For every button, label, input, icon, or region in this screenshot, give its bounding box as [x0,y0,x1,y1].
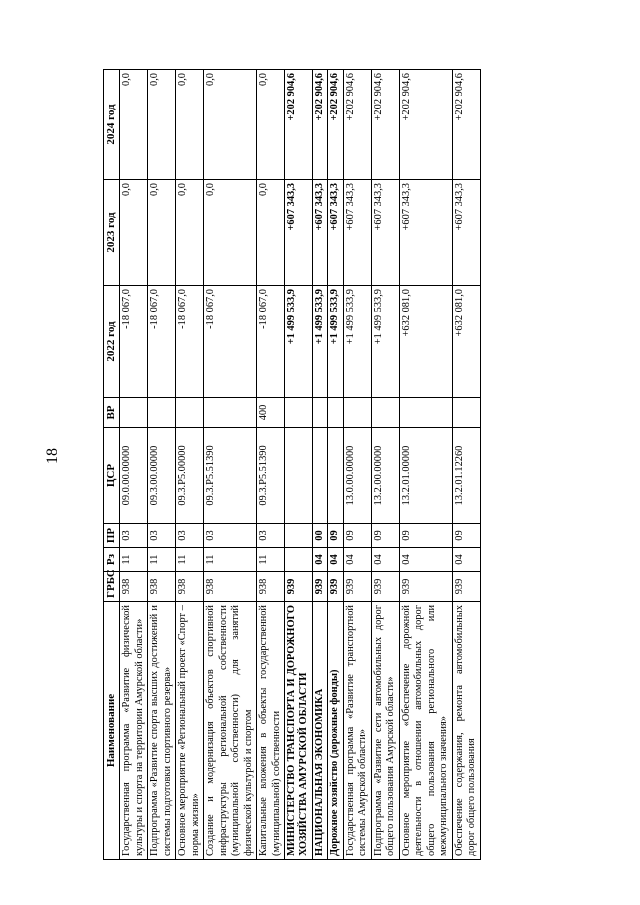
col-header-rz: Рз [104,548,120,572]
cell-vr [328,398,343,428]
cell-name: МИНИСТЕРСТВО ТРАНСПОРТА И ДОРОЖНОГО ХОЗЯЙСТВА АМУРСКОЙ ОБЛАСТИ [285,602,313,860]
cell-grbs: 938 [257,572,285,602]
cell-pr: 03 [257,524,285,548]
cell-grbs: 939 [343,572,371,602]
table-row [257,70,285,860]
col-header-csr: ЦСР [104,428,120,524]
cell-2023: +607 343,3 [343,180,371,286]
cell-2023: 0,0 [204,180,257,286]
cell-vr [312,398,327,428]
cell-2022: +1 499 533,9 [285,286,313,398]
cell-grbs: 938 [148,572,176,602]
cell-rz: 04 [371,548,399,572]
cell-grbs: 939 [285,572,313,602]
cell-name: Обеспечение содержания, ремонта автомобильных дорог общего пользования [452,602,480,860]
cell-grbs: 938 [176,572,204,602]
cell-2022: -18 067,0 [148,286,176,398]
cell-2022: -18 067,0 [176,286,204,398]
cell-vr [148,398,176,428]
cell-pr: 03 [148,524,176,548]
table-row [176,70,204,860]
cell-vr [452,398,480,428]
budget-table-container [103,70,586,860]
cell-rz: 04 [343,548,371,572]
cell-grbs: 939 [399,572,452,602]
cell-name: НАЦИОНАЛЬНАЯ ЭКОНОМИКА [312,602,327,860]
cell-csr: 09.3.Р5.51390 [257,428,285,524]
cell-2022: -18 067,0 [120,286,148,398]
cell-grbs: 939 [312,572,327,602]
cell-rz: 11 [257,548,285,572]
col-header-2023: 2023 год [104,180,120,286]
cell-2022: -18 067,0 [204,286,257,398]
cell-vr: 400 [257,398,285,428]
cell-2024: +202 904,6 [399,70,452,180]
cell-2022: +632 081,0 [399,286,452,398]
table-row [120,70,148,860]
page-number: 18 [44,448,61,464]
table-row [204,70,257,860]
cell-rz [285,548,313,572]
cell-name: Государственная программа «Развитие транспортной системы Амурской области» [343,602,371,860]
table-row [343,70,371,860]
cell-name: Основное мероприятие «Обеспечение дорожной деятельности в отношении автомобильных дорог общего пользования регионального или межмуниципального значения» [399,602,452,860]
cell-pr: 03 [204,524,257,548]
cell-csr: 13.2.01.12260 [452,428,480,524]
cell-vr [285,398,313,428]
cell-2024: +202 904,6 [452,70,480,180]
cell-2024: +202 904,6 [328,70,343,180]
cell-rz: 04 [328,548,343,572]
cell-csr: 09.3.Р5.00000 [176,428,204,524]
cell-csr: 13.0.00.00000 [343,428,371,524]
cell-name: Создание и модернизация объектов спортивной инфраструктуры региональной собственности (муниципальной собственности) для занятий физической культурой и спортом [204,602,257,860]
cell-2022: -18 067,0 [257,286,285,398]
cell-pr: 03 [120,524,148,548]
cell-2023: 0,0 [176,180,204,286]
table-row [371,70,399,860]
cell-2024: 0,0 [204,70,257,180]
col-header-grbs: ГРБС [104,572,120,602]
cell-2022: +1 499 533,9 [371,286,399,398]
table-row [452,70,480,860]
cell-pr: 03 [176,524,204,548]
cell-vr [204,398,257,428]
cell-2024: +202 904,6 [343,70,371,180]
cell-2023: +607 343,3 [399,180,452,286]
cell-csr: 13.2.01.00000 [399,428,452,524]
cell-2022: +632 081,0 [452,286,480,398]
cell-rz: 04 [452,548,480,572]
cell-rz: 04 [312,548,327,572]
cell-rz: 11 [120,548,148,572]
col-header-2024: 2024 год [104,70,120,180]
budget-table [103,69,481,860]
cell-csr: 09.0.00.00000 [120,428,148,524]
cell-csr: 09.3.Р5.51390 [204,428,257,524]
cell-2024: +202 904,6 [312,70,327,180]
cell-2023: +607 343,3 [312,180,327,286]
cell-pr: 09 [452,524,480,548]
table-row [285,70,313,860]
cell-2024: 0,0 [120,70,148,180]
cell-csr [285,428,313,524]
col-header-pr: ПР [104,524,120,548]
cell-2024: +202 904,6 [285,70,313,180]
cell-rz: 04 [399,548,452,572]
cell-grbs: 939 [328,572,343,602]
cell-name: Государственная программа «Развитие физической культуры и спорта на территории Амурской области» [120,602,148,860]
cell-2024: 0,0 [148,70,176,180]
cell-pr [285,524,313,548]
col-header-vr: ВР [104,398,120,428]
cell-2023: +607 343,3 [285,180,313,286]
table-row [312,70,327,860]
table-row [399,70,452,860]
cell-rz: 11 [148,548,176,572]
cell-vr [371,398,399,428]
cell-2023: 0,0 [120,180,148,286]
cell-2022: +1 499 533,9 [343,286,371,398]
cell-grbs: 938 [204,572,257,602]
cell-2023: +607 343,3 [371,180,399,286]
cell-pr: 09 [371,524,399,548]
cell-2022: +1 499 533,9 [328,286,343,398]
cell-2023: 0,0 [257,180,285,286]
col-header-2022: 2022 год [104,286,120,398]
cell-csr: 13.2.00.00000 [371,428,399,524]
cell-vr [343,398,371,428]
cell-name: Основное мероприятие «Региональный проект «Спорт – норма жизни» [176,602,204,860]
cell-2022: +1 499 533,9 [312,286,327,398]
cell-vr [399,398,452,428]
cell-pr: 09 [328,524,343,548]
cell-name: Подпрограмма «Развитие спорта высших достижений и системы подготовки спортивного резерва» [148,602,176,860]
cell-grbs: 939 [452,572,480,602]
table-body [120,70,481,860]
cell-2024: 0,0 [176,70,204,180]
cell-pr: 00 [312,524,327,548]
cell-2023: +607 343,3 [452,180,480,286]
cell-csr [328,428,343,524]
col-header-name: Наименование [104,602,120,860]
cell-csr [312,428,327,524]
table-row [328,70,343,860]
cell-grbs: 939 [371,572,399,602]
cell-rz: 11 [204,548,257,572]
cell-name: Подпрограмма «Развитие сети автомобильных дорог общего пользования Амурской области» [371,602,399,860]
cell-name: Дорожное хозяйство (дорожные фонды) [328,602,343,860]
cell-2023: 0,0 [148,180,176,286]
cell-2024: +202 904,6 [371,70,399,180]
cell-pr: 09 [399,524,452,548]
cell-grbs: 938 [120,572,148,602]
table-row [148,70,176,860]
cell-name: Капитальные вложения в объекты государственной (муниципальной) собственности [257,602,285,860]
cell-2023: +607 343,3 [328,180,343,286]
cell-vr [120,398,148,428]
cell-2024: 0,0 [257,70,285,180]
cell-vr [176,398,204,428]
cell-rz: 11 [176,548,204,572]
cell-csr: 09.3.00.00000 [148,428,176,524]
table-header-row [104,70,120,860]
cell-pr: 09 [343,524,371,548]
